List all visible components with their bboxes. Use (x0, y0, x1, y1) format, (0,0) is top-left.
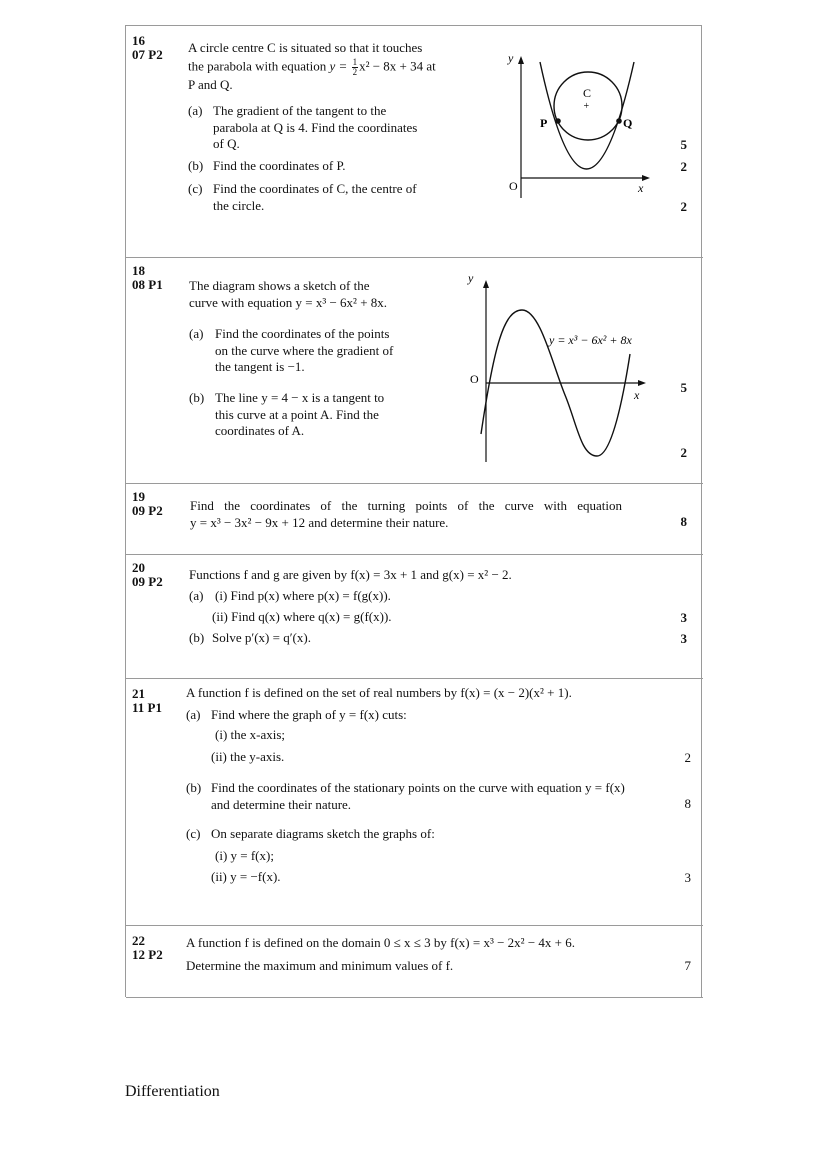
part-text: Find the coordinates of P. (213, 158, 346, 173)
subpart-text: (ii) y = −f(x). (211, 869, 281, 884)
question-number: 19 09 P2 (132, 489, 163, 518)
x-label: x (638, 181, 644, 195)
y-label: y (508, 51, 514, 65)
part-label: (c) (188, 181, 203, 196)
part-label: (b) (189, 390, 205, 405)
question-intro: A circle centre C is situated so that it touches the parabola with equation y = $\frac{1}{2}$ x² − 8x + 34 at P and Q. (188, 40, 436, 92)
marks: 8 (684, 796, 691, 811)
marks: 2 (680, 199, 687, 214)
part-label: (b) (186, 780, 202, 795)
question-text: Find the coordinates of the turning points of the curve with equation y = x³ − 3x² − 9x + 12 and determine their nature. (190, 498, 622, 530)
question-20 (126, 555, 703, 679)
subpart-text: (ii) Find q(x) where q(x) = g(f(x)). (212, 609, 392, 624)
origin-label: O (509, 179, 518, 193)
marks: 7 (684, 958, 691, 973)
part-label: (c) (186, 826, 201, 841)
question-number: 22 12 P2 (132, 933, 163, 962)
marks: 2 (684, 750, 691, 765)
y-arrow-icon (483, 280, 489, 288)
part-label: (b) (189, 630, 205, 645)
question-intro: A function f is defined on the set of real numbers by f(x) = (x − 2)(x² + 1). (186, 685, 572, 700)
question-21 (126, 679, 703, 926)
marks: 2 (680, 445, 687, 460)
part-text: Find the coordinates of C, the centre of the circle. (213, 181, 417, 213)
question-16 (126, 26, 703, 258)
question-number: 18 08 P1 (132, 263, 163, 292)
y-arrow-icon (518, 56, 524, 64)
marks: 3 (684, 870, 691, 885)
question-intro: The diagram shows a sketch of the curve with equation y = x³ − 6x² + 8x. (189, 278, 388, 310)
marks: 2 (680, 159, 687, 174)
part-text: The line y = 4 − x is a tangent to this curve at a point A. Find the coordinates of A. (215, 390, 385, 438)
part-label: (a) (189, 588, 204, 603)
question-text: A function f is defined on the domain 0 ≤ x ≤ 3 by f(x) = x³ − 2x² − 4x + 6. Determine the maximum and minimum values of f. (186, 935, 575, 973)
origin-label: O (470, 372, 479, 386)
part-text: The gradient of the tangent to the parabola at Q is 4. Find the coordinates of Q. (213, 103, 418, 151)
part-text: Solve p′(x) = q′(x). (212, 630, 311, 645)
parabola-circle-diagram (496, 44, 656, 216)
question-18 (126, 258, 703, 484)
parabola (540, 62, 634, 169)
subpart-text: (i) y = f(x); (215, 848, 274, 863)
question-intro: Functions f and g are given by f(x) = 3x + 1 and g(x) = x² − 2. (189, 567, 512, 582)
part-label: (b) (188, 158, 204, 173)
centre-mark: + (583, 101, 590, 112)
question-number: 20 09 P2 (132, 560, 163, 589)
point-q (616, 118, 622, 124)
curve-label: y = x³ − 6x² + 8x (549, 333, 632, 347)
question-19 (126, 484, 703, 555)
question-22 (126, 926, 703, 998)
marks: 8 (680, 514, 687, 529)
question-number: 16 07 P2 (132, 33, 163, 62)
y-label: y (468, 271, 474, 285)
subpart-text: (ii) the y-axis. (211, 749, 285, 764)
marks: 3 (680, 610, 687, 625)
part-text: Find the coordinates of the stationary points on the curve with equation y = f(x) and determine their nature. (211, 780, 625, 812)
part-label: (a) (189, 326, 204, 341)
part-label: (a) (186, 707, 201, 722)
part-text: Find where the graph of y = f(x) cuts: (211, 707, 407, 722)
p-label: P (540, 116, 548, 130)
marks: 5 (680, 380, 687, 395)
part-label: (a) (188, 103, 203, 118)
page-footer: Differentiation (125, 1083, 220, 1100)
x-arrow-icon (638, 380, 646, 386)
part-text: On separate diagrams sketch the graphs of: (211, 826, 435, 841)
cubic-curve-diagram (464, 266, 654, 466)
marks: 5 (680, 137, 687, 152)
questions-table (125, 25, 702, 997)
point-p (555, 118, 561, 124)
subpart-text: (i) the x-axis; (215, 727, 286, 742)
marks: 3 (680, 631, 687, 646)
subpart-text: (i) Find p(x) where p(x) = f(g(x)). (215, 588, 391, 603)
fraction: $\frac{1}{2}$ (352, 56, 358, 77)
centre-label: C (583, 86, 592, 100)
q-label: Q (623, 116, 633, 130)
x-label: x (634, 388, 640, 402)
question-number: 21 11 P1 (132, 686, 162, 715)
part-text: Find the coordinates of the points on the curve where the gradient of the tangent is −1. (215, 326, 394, 374)
